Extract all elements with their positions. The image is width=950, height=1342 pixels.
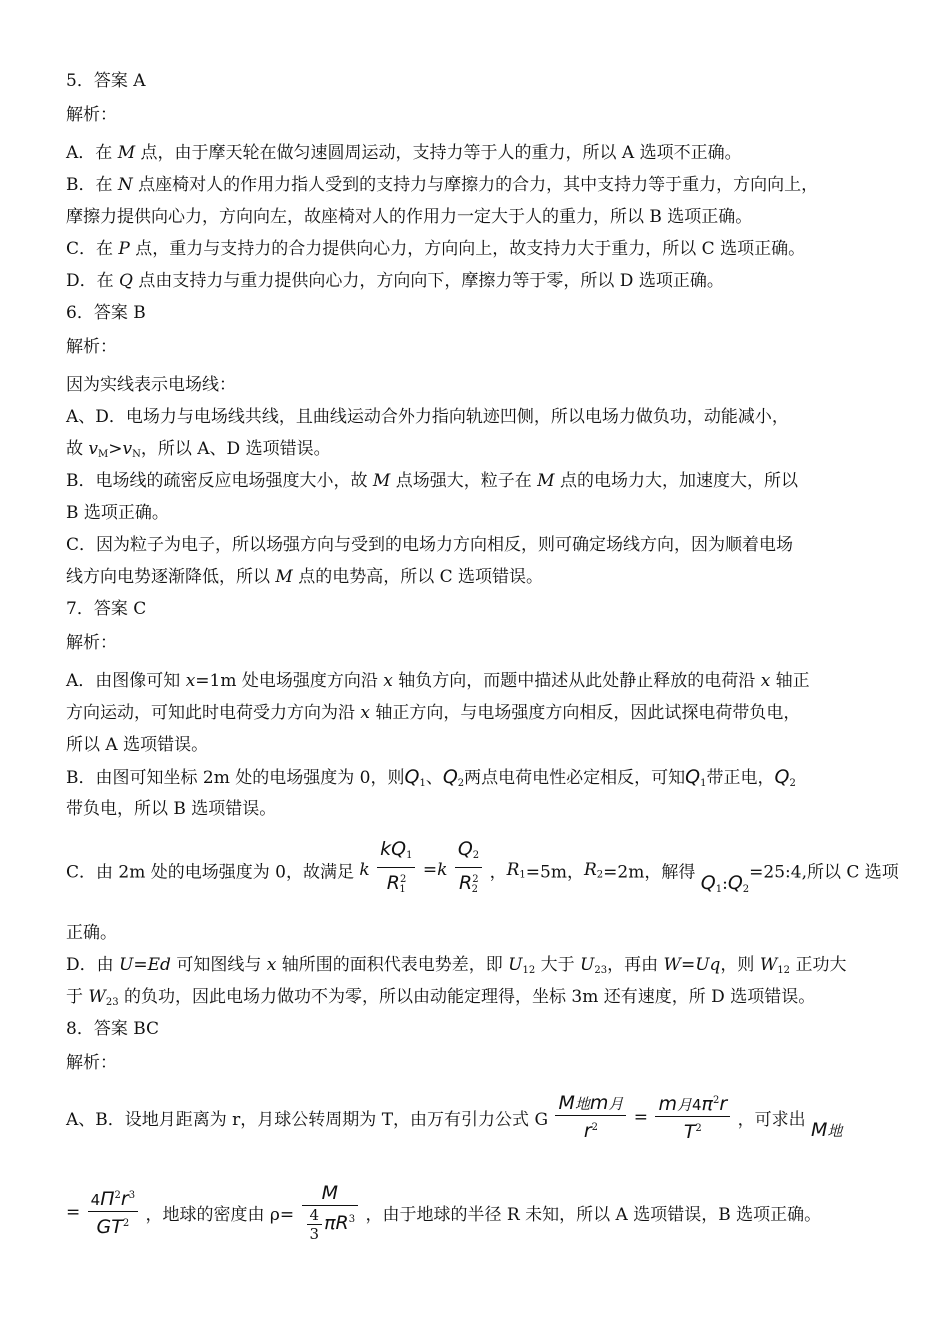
q7-heading: 7．答案 C — [66, 599, 147, 619]
q6-option-c-line1: C．因为粒子为电子，所以场强方向与受到的电场力方向相反，则可确定场线方向，因为顺着电场 — [66, 535, 794, 555]
q5-option-c: C．在 P 点，重力与支持力的合力提供向心力，方向向上，故支持力大于重力，所以 C 选项正确。 — [66, 239, 806, 259]
fraction-q1-over-r1sq: $\frac{kQ_1}{R^2_1}$ — [377, 838, 415, 902]
q7-option-a-line2: 方向运动，可知此时电荷受力方向为沿 x 轴正方向，与电场强度方向相反，因此试探电荷带负电， — [66, 703, 801, 723]
fraction-earth-mass: $\frac{4\Pi^2r^3}{GT^2}$ — [88, 1185, 138, 1240]
q6-intro: 因为实线表示电场线： — [66, 375, 236, 395]
q7-jiexi: 解析： — [66, 633, 117, 653]
q8-option-ab-line2: = $\frac{4\Pi^2r^3}{GT^2}$ ，地球的密度由 ρ= M $\frac{4}{3}$ $\pi R^3$ ，由于地球的半径 R 未知，所以 A 选项错误，B 选项正确。 — [66, 1182, 822, 1243]
q5-jiexi: 解析： — [66, 105, 117, 125]
fraction-gravity-left: $\frac{\text{M地m月}}{r^2}$ — [555, 1092, 626, 1144]
q7-option-a-line1: A．由图像可知 x=1m 处电场强度方向沿 x 轴负方向，而题中描述从此处静止释放的电荷沿 x 轴正 — [66, 671, 810, 691]
q7-option-c-line2: 正确。 — [66, 923, 117, 943]
fraction-q2-over-r2sq: $\frac{Q_2}{R^2_2}$ — [455, 838, 482, 902]
fraction-density: M $\frac{4}{3}$ $\pi R^3$ — [302, 1182, 359, 1243]
q6-jiexi: 解析： — [66, 337, 117, 357]
q6-option-c-line2: 线方向电势逐渐降低，所以 M 点的电势高，所以 C 选项错误。 — [66, 567, 544, 587]
q6-option-b-line1: B．电场线的疏密反应电场强度大小，故 M 点场强大，粒子在 M 点的电场力大，加速度大，所以 — [66, 471, 798, 491]
q5-option-d: D．在 Q 点由支持力与重力提供向心力，方向向下，摩擦力等于零，所以 D 选项正确。 — [66, 271, 724, 291]
q7-option-d-line2: 于 $W_{23}$ 的负功，因此电场力做功不为零，所以由动能定理得，坐标 3m 还有速度，所 D 选项错误。 — [66, 987, 816, 1008]
q5-option-b-line2: 摩擦力提供向心力，方向向左，故座椅对人的作用力一定大于人的重力，所以 B 选项正确。 — [66, 207, 753, 227]
q7-option-a-line3: 所以 A 选项错误。 — [66, 735, 209, 755]
q7-option-b-line2: 带负电，所以 B 选项错误。 — [66, 799, 277, 819]
q6-option-ad-line2: 故 $v_M>v_N$，所以 A、D 选项错误。 — [66, 439, 331, 460]
q5-option-a: A．在 M 点，由于摩天轮在做匀速圆周运动，支持力等于人的重力，所以 A 选项不正确。 — [66, 143, 742, 163]
fraction-gravity-right: $\frac{m月4\pi^2r}{T^2}$ — [655, 1090, 730, 1145]
q8-heading: 8．答案 BC — [66, 1019, 160, 1039]
q8-option-ab-line1: A、B．设地月距离为 r，月球公转周期为 T，由万有引力公式 G $\frac{\text{M地m月}}{r^2}$ = $\frac{m月4\pi^2r}{T^2}$ ，可求出 M地 — [66, 1091, 843, 1143]
q8-jiexi: 解析： — [66, 1053, 117, 1073]
q6-heading: 6．答案 B — [66, 303, 146, 323]
q7-option-b-line1: B．由图可知坐标 2m 处的电场强度为 0，则$Q_1$、$Q_2$两点电荷电性必定相反，可知$Q_1$带正电，$Q_2$ — [66, 766, 796, 789]
q6-option-b-line2: B 选项正确。 — [66, 503, 169, 523]
q6-option-ad-line1: A、D．电场力与电场线共线，且曲线运动合外力指向轨迹凹侧，所以电场力做负功，动能减小， — [66, 407, 789, 427]
q7-option-d-line1: D．由 U=Ed 可知图线与 x 轴所围的面积代表电势差，即 $U_{12}$ 大于 $U_{23}$，再由 W=Uq，则 $W_{12}$ 正功大 — [66, 955, 847, 976]
q7-option-c-line1: C．由 2m 处的电场强度为 0，故满足 k $\frac{kQ_1}{R^2_1}$ =k $\frac{Q_2}{R^2_2}$ ，$R_1=5m$，$R_2=2m$，解得 $Q_1:Q_2=25:4$,所以 C 选项 — [66, 838, 899, 902]
q5-heading: 5．答案 A — [66, 71, 146, 91]
q5-option-b-line1: B．在 N 点座椅对人的作用力指人受到的支持力与摩擦力的合力，其中支持力等于重力，方向向上， — [66, 175, 819, 195]
